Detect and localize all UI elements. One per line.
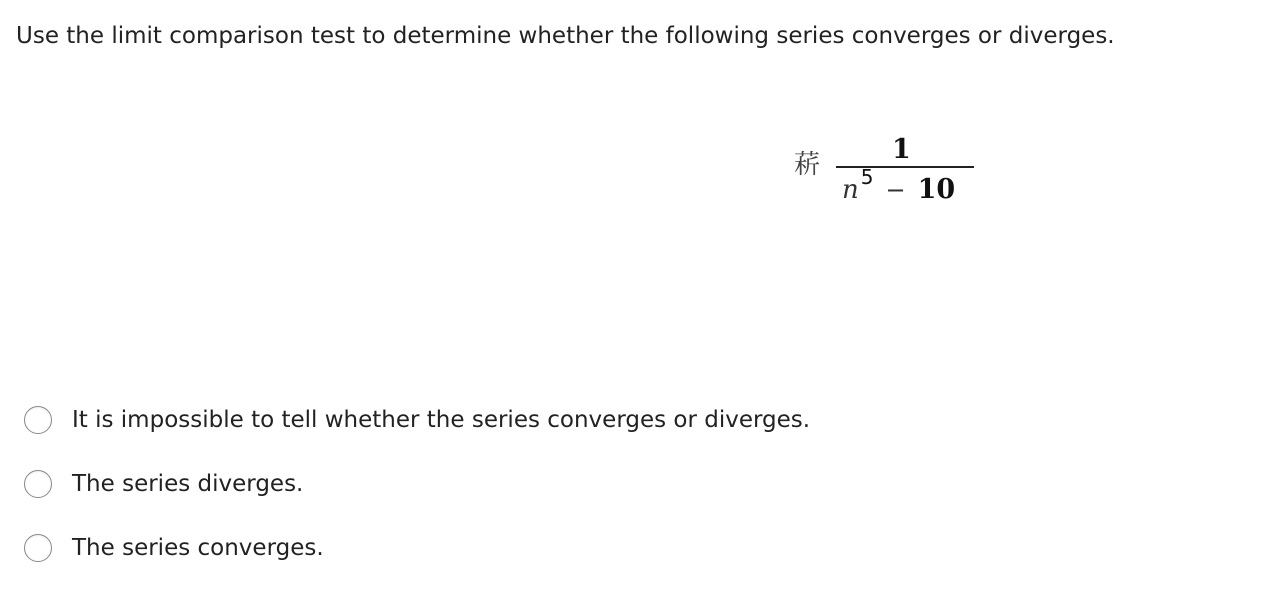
fraction-numerator: 1 <box>892 134 911 165</box>
option-label[interactable]: It is impossible to tell whether the series converges or diverges. <box>72 407 811 433</box>
option-label[interactable]: The series diverges. <box>72 471 304 497</box>
denominator-constant: 10 <box>917 174 956 205</box>
radio-button[interactable] <box>24 534 52 562</box>
series-formula <box>794 130 984 220</box>
fraction-bar <box>836 166 974 168</box>
summation-symbol: 菥 <box>794 150 821 180</box>
denominator-variable: n <box>842 175 859 205</box>
radio-button[interactable] <box>24 406 52 434</box>
denominator-operator: − <box>885 176 906 204</box>
option-label[interactable]: The series converges. <box>72 535 324 561</box>
radio-button[interactable] <box>24 470 52 498</box>
denominator-exponent: 5 <box>860 165 874 189</box>
question-text: Use the limit comparison test to determine whether the following series converges or diverges. <box>16 23 1115 49</box>
fraction-denominator <box>842 165 956 205</box>
